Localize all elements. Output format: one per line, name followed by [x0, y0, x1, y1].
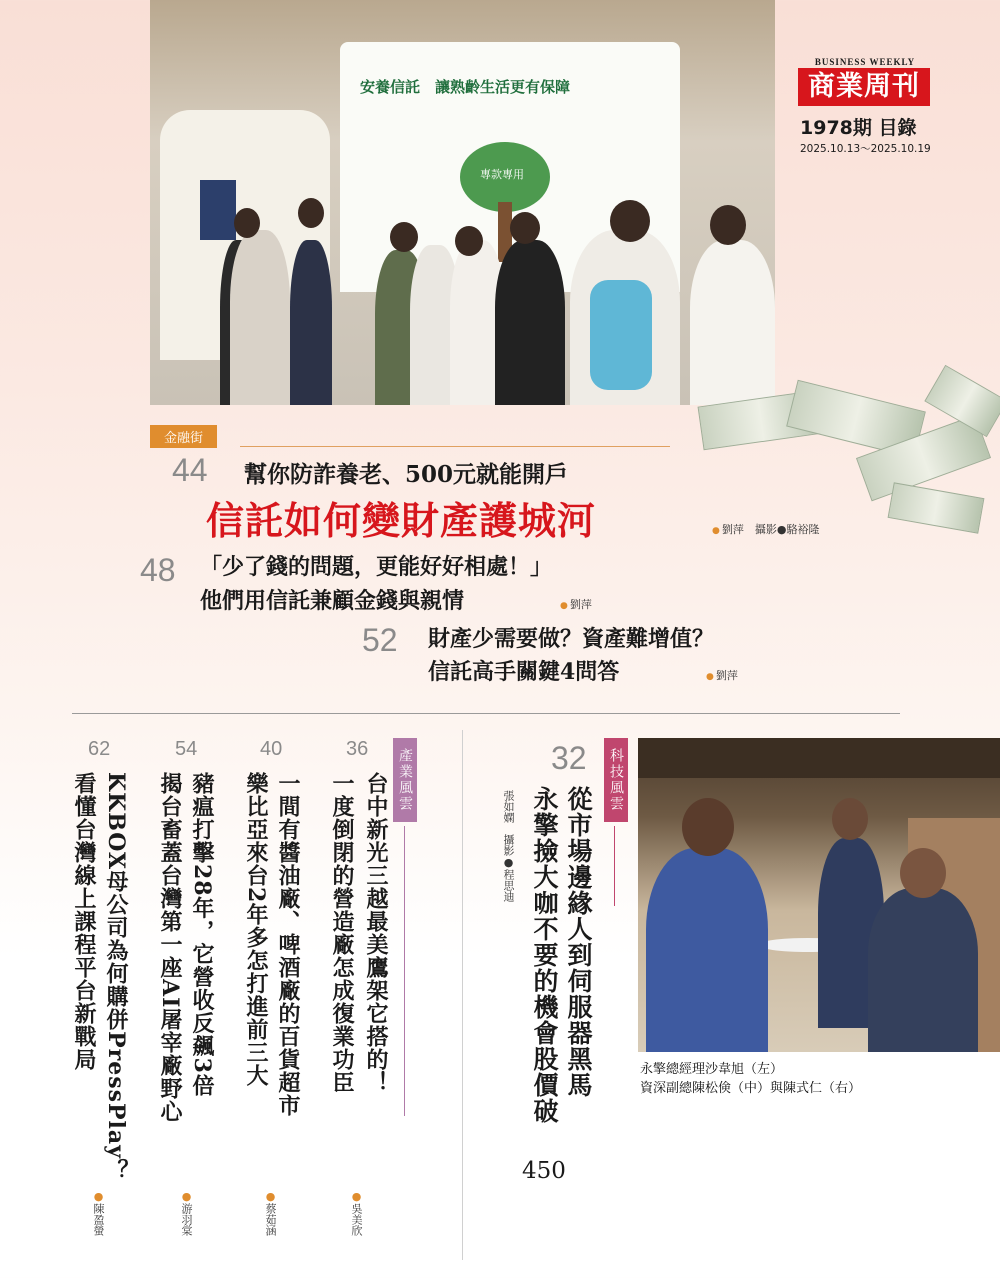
article-title-line2: 看懂台灣線上課程平台新戰局 [71, 772, 97, 1071]
article-title-line2: 信託高手關鍵4問答 [428, 659, 620, 685]
person-right-head [900, 848, 946, 898]
page-number: 36 [346, 738, 369, 760]
banknote-decoration [888, 482, 985, 533]
tag-line [614, 826, 615, 906]
section-divider [72, 713, 900, 714]
visitor-head [510, 212, 540, 244]
column-divider [462, 730, 463, 1260]
person-center-head [832, 798, 868, 840]
visitor-head [710, 205, 746, 245]
page-number: 48 [140, 552, 176, 588]
article-byline: ● 劉萍 [560, 596, 592, 612]
booth-heading: 安養信託 讓熟齡生活更有保障 [360, 78, 571, 96]
byline-name: 蔡茹涵 [264, 1203, 277, 1236]
article-title-line1: KKBOX母公司為何購併PressPlay？ [103, 772, 129, 1182]
issue-dates: 2025.10.13～2025.10.19 [800, 143, 931, 155]
article-title-line1: 財產少需要做？資產難增值？ [428, 626, 715, 652]
article-headline: 信託如何變財產護城河 [206, 498, 597, 543]
page-number: 54 [175, 738, 198, 760]
byline-name: 游羽棠 [180, 1203, 193, 1236]
page-number: 52 [362, 622, 398, 658]
byline-name: 吳美欣 [350, 1203, 363, 1236]
article-title-line1: 台中新光三越最美鷹架它搭的！ [363, 772, 389, 1094]
person-left [646, 848, 768, 1052]
cover-photo-trust-booth [150, 0, 775, 405]
article-byline: ●陳盈螢 [92, 1190, 105, 1236]
article-byline: 張如嫻 攝影●程思迪 [502, 790, 515, 902]
section-tag-industry: 產業風雲 [393, 738, 417, 822]
brand-english: BUSINESS WEEKLY [814, 57, 916, 67]
section-tag-underline [240, 446, 670, 447]
page-number: 32 [551, 740, 587, 776]
article-byline: ●吳美欣 [350, 1190, 363, 1236]
page-number: 44 [172, 452, 208, 488]
article-title-number: 450 [522, 1158, 566, 1184]
visitor [290, 240, 332, 405]
article-byline: ●蔡茹涵 [264, 1190, 277, 1236]
article-title-line2: 他們用信託兼顧金錢與親情 [200, 588, 465, 614]
visitor-head [298, 198, 324, 228]
visitor [690, 240, 775, 405]
article-title-line2: 揭台畜蓋台灣第一座AI屠宰廠野心 [157, 772, 183, 1124]
backpack [590, 280, 652, 390]
page-number: 62 [88, 738, 111, 760]
article-title-line2: 永擎撿大咖不要的機會股價破 [530, 786, 559, 1124]
article-title-line1: 從市場邊緣人到伺服器黑馬 [564, 786, 593, 1098]
visitor-head [390, 222, 418, 252]
visitor [495, 240, 565, 405]
executives-photo [638, 738, 1000, 1052]
article-title-line1: 「少了錢的問題，更能好好相處！」 [200, 554, 553, 580]
caption-line1: 永擎總經理沙韋旭（左） [640, 1062, 784, 1077]
article-byline: ● 劉萍 [706, 667, 738, 683]
byline-name: 陳盈螢 [92, 1203, 105, 1236]
brand-logo: 商業周刊 [798, 68, 930, 106]
caption-line2: 資深副總陳松倹（中）與陳式仁（右） [640, 1081, 862, 1096]
article-title-line2: 樂比亞來台2年多怎打進前三大 [243, 772, 269, 1088]
section-tag-finance: 金融街 [150, 425, 217, 448]
article-title-line2: 一度倒閉的營造廠怎成復業功臣 [329, 772, 355, 1094]
visitor-head [610, 200, 650, 242]
booth-screen [200, 180, 236, 240]
article-byline: ● 劉萍 攝影●駱裕隆 [712, 521, 819, 537]
visitor-head [455, 226, 483, 256]
person-left-head [682, 798, 734, 856]
photo-caption [640, 1060, 861, 1098]
booth-center-label: 專款專用 [480, 168, 524, 181]
visitor [230, 230, 290, 405]
article-title-line1: 豬瘟打擊28年，它營收反飆3倍 [189, 772, 215, 1097]
article-title-line1: 一間有醬油廠、啤酒廠的百貨超市 [275, 772, 301, 1117]
page-number: 40 [260, 738, 283, 760]
person-right [868, 888, 978, 1052]
article-byline: ●游羽棠 [180, 1190, 193, 1236]
section-tag-tech: 科技風雲 [604, 738, 628, 822]
article-subtitle: 幫你防詐養老、500元就能開戶 [244, 461, 569, 488]
issue-number: 1978期 目錄 [800, 117, 917, 139]
tag-line [404, 826, 405, 1116]
ceiling [638, 738, 1000, 778]
visitor-head [234, 208, 260, 238]
